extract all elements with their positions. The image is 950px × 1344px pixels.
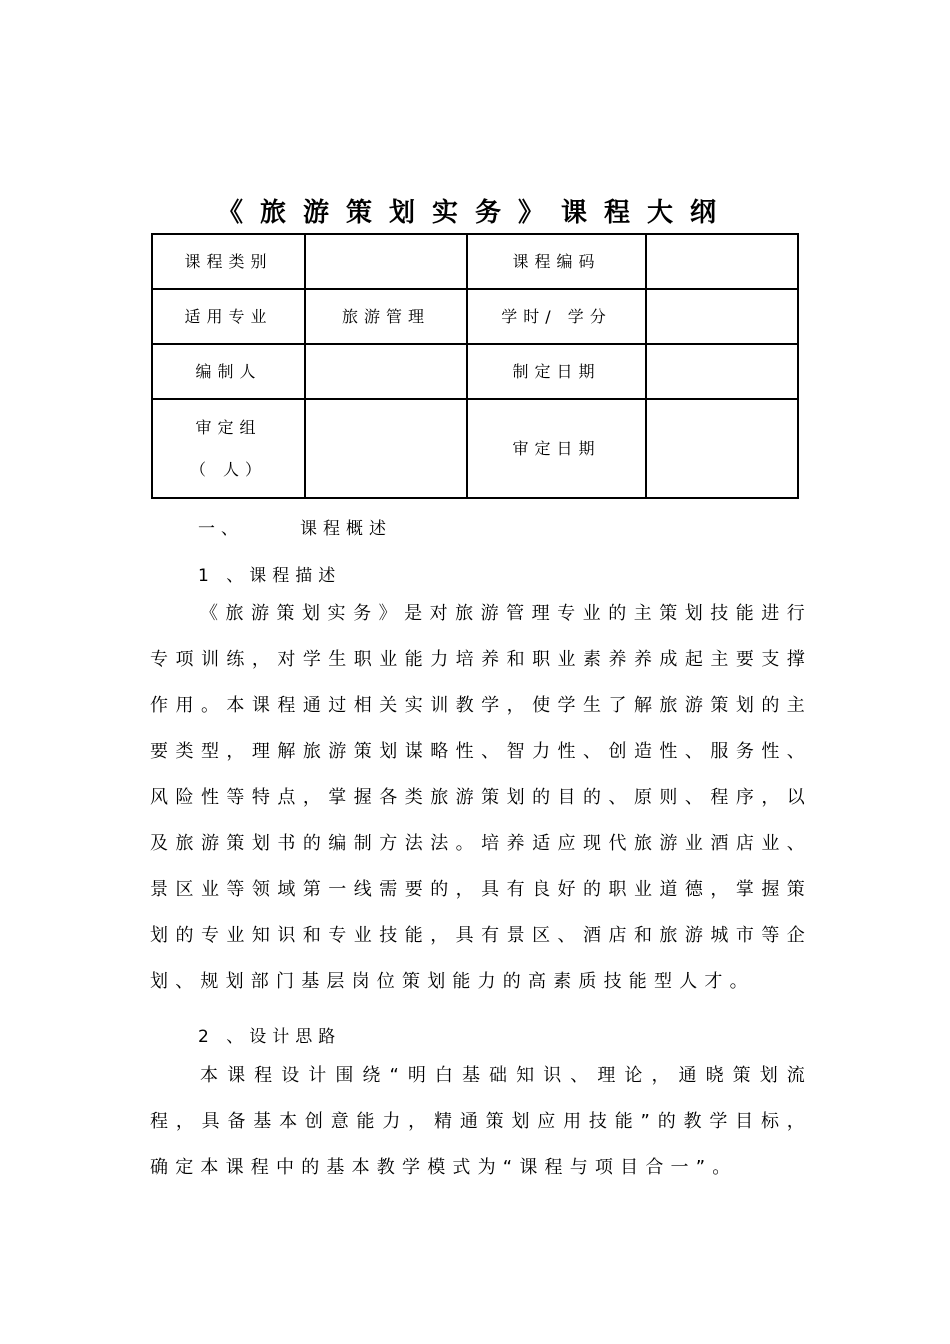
author-value — [305, 344, 467, 399]
subsection-1-heading: 1 、课程描述 — [198, 566, 342, 586]
table-row — [152, 234, 798, 289]
review-group-label — [152, 399, 305, 498]
section-1-title: 课程概述 — [300, 519, 392, 539]
course-category-value — [305, 234, 467, 289]
table-row — [152, 344, 798, 399]
review-group-label-line1: 审定组 — [195, 417, 262, 437]
course-code-label: 课程编码 — [467, 234, 646, 289]
course-category-label: 课程类别 — [152, 234, 305, 289]
review-date-value — [646, 399, 798, 498]
hours-credits-value — [646, 289, 798, 344]
table-row — [152, 399, 798, 498]
review-date-label: 审定日期 — [467, 399, 646, 498]
subsection-2-paragraph: 本课程设计围绕“明白基础知识、理论，通晓策划流程，具备基本创意能力，精通策划应用技能”的教学目标，确定本课程中的基本教学模式为“课程与项目合一”。 — [150, 1065, 812, 1178]
table-row — [152, 289, 798, 344]
review-group-value — [305, 399, 467, 498]
document-title: 《旅游策划实务》课程大纲 — [216, 198, 733, 228]
course-code-value — [646, 234, 798, 289]
major-label: 适用专业 — [152, 289, 305, 344]
section-1-number: 一、 — [198, 519, 244, 539]
review-group-label-line2: （ 人） — [189, 459, 268, 479]
hours-credits-label: 学时/ 学分 — [467, 289, 646, 344]
set-date-value — [646, 344, 798, 399]
author-label: 编制人 — [152, 344, 305, 399]
subsection-2-heading: 2 、设计思路 — [198, 1027, 342, 1047]
major-value: 旅游管理 — [305, 289, 467, 344]
subsection-1-paragraph: 《旅游策划实务》是对旅游管理专业的主策划技能进行专项训练，对学生职业能力培养和职业素养养成起主要支撑作用。本课程通过相关实训教学，使学生了解旅游策划的主要类型，理解旅游策划谋略性、智力性、创造性、服务性、风险性等特点，掌握各类旅游策划的目的、原则、程序，以及旅游策划书的编制方法法。培养适应现代旅游业酒店业、景区业等领域第一线需要的，具有良好的职业道德，掌握策划的专业知识和专业技能，具有景区、酒店和旅游城市等企划、规划部门基层岗位策划能力的高素质技能型人才。 — [150, 603, 812, 992]
set-date-label: 制定日期 — [467, 344, 646, 399]
course-info-table — [151, 233, 799, 499]
